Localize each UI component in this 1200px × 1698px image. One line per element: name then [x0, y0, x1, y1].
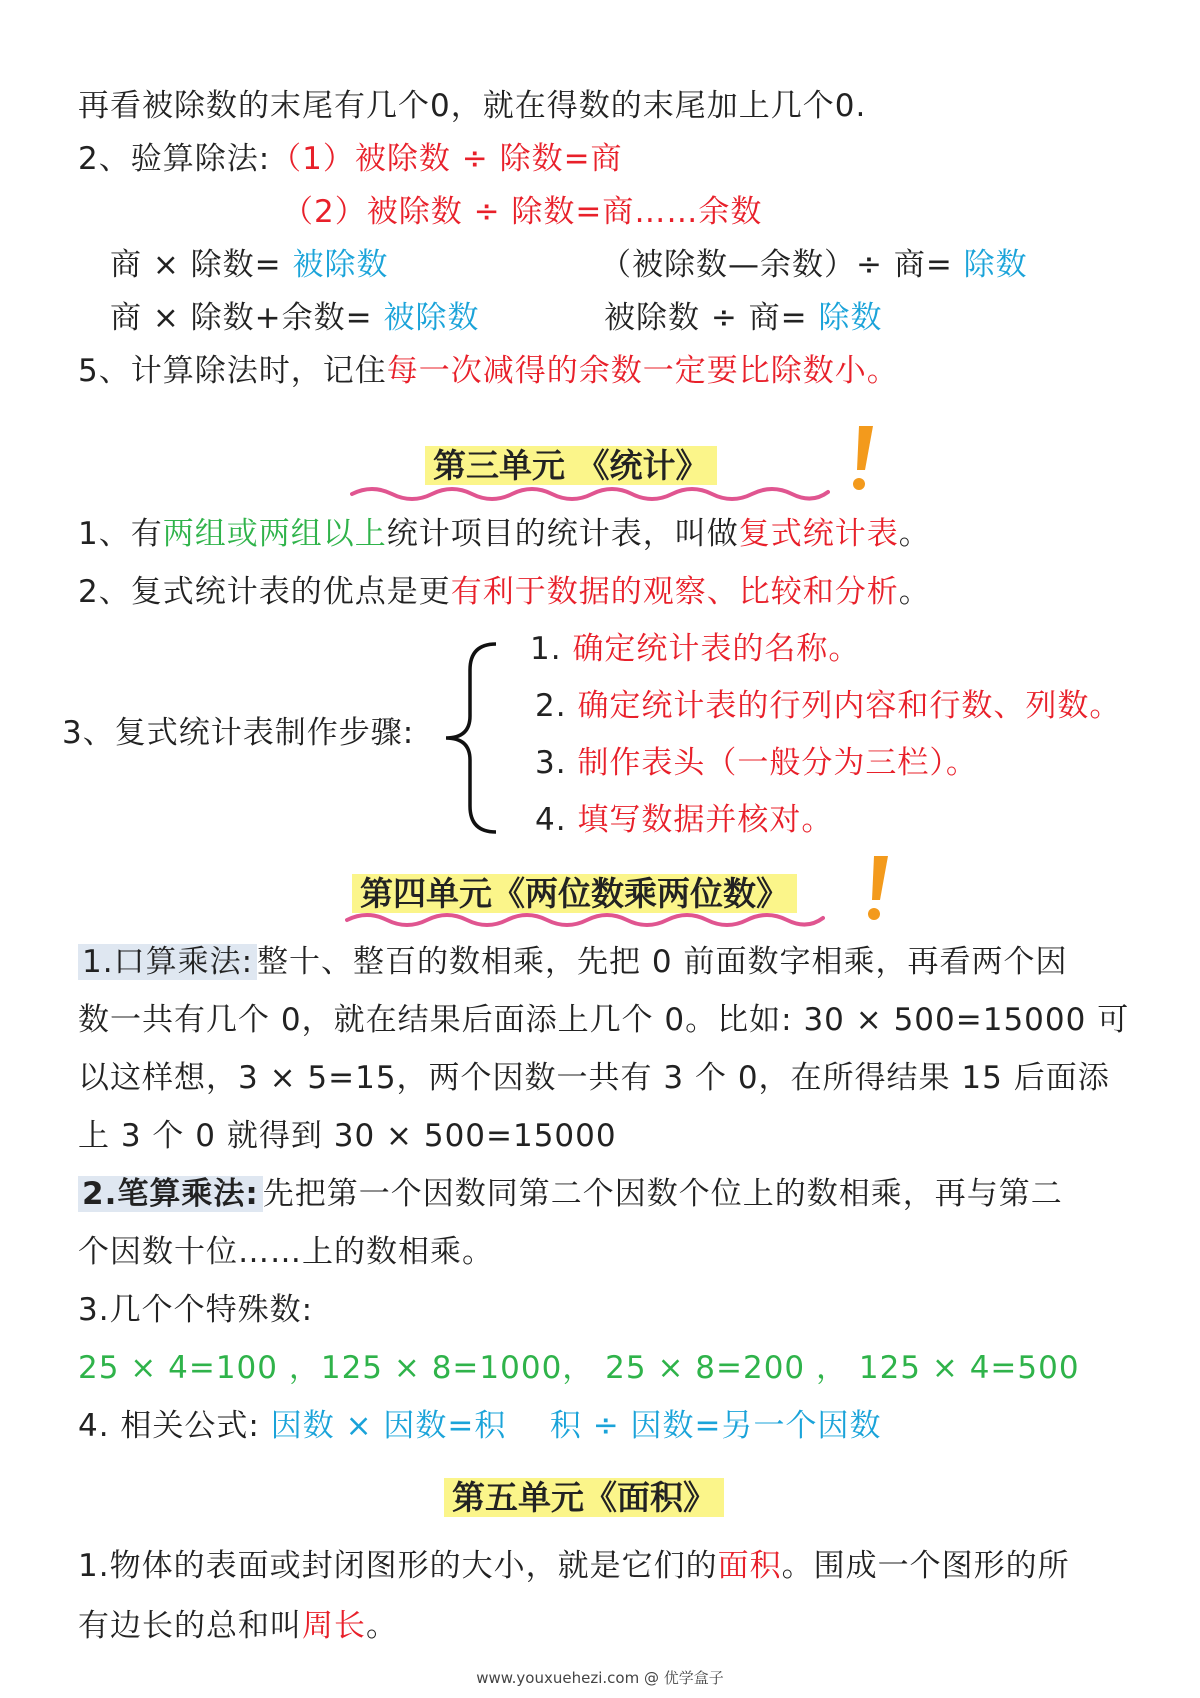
- text-line: [78, 1049, 1110, 1107]
- term: 复式统计表: [738, 516, 899, 552]
- topic-label: 1.口算乘法:: [78, 944, 257, 980]
- answer: 被除数: [292, 247, 389, 283]
- text: 有边长的总和叫: [78, 1608, 302, 1644]
- formula: [282, 183, 762, 241]
- text-line: [110, 236, 389, 294]
- text-line: [78, 1597, 398, 1655]
- text-line: [78, 991, 1129, 1049]
- exclamation-icon: [860, 852, 896, 924]
- step-item: [535, 734, 978, 792]
- text-line: [600, 236, 1028, 294]
- steps-label: [62, 704, 414, 762]
- formula: （1）被除数 ÷ 除数=商: [270, 141, 623, 177]
- text: （被除数—余数）÷ 商=: [600, 247, 953, 283]
- step-text: 填写数据并核对。: [577, 802, 834, 838]
- text-line: [78, 505, 931, 563]
- heading-text: 第三单元 《统计》: [425, 446, 717, 485]
- topic-label: 2.笔算乘法:: [78, 1176, 263, 1212]
- step-text: 确定统计表的行列内容和行数、列数。: [577, 688, 1122, 724]
- text: 上 3 个 0 就得到 30 × 500=15000: [78, 1118, 617, 1154]
- heading-text: 第四单元《两位数乘两位数》: [352, 874, 797, 913]
- text: 商 × 除数+余数=: [110, 300, 373, 336]
- text-line: [78, 1165, 1063, 1223]
- text: 25 × 4=100 ，125 × 8=1000， 25 × 8=200 ， 125 × 4=500: [78, 1350, 1080, 1386]
- heading-text: 第五单元《面积》: [444, 1478, 724, 1517]
- text: 数一共有几个 0，就在结果后面添上几个 0。比如: 30 × 500=15000 可: [78, 1002, 1130, 1038]
- text: 被除数 ÷ 商=: [604, 300, 808, 336]
- term: 面积: [717, 1548, 782, 1584]
- text: 1.物体的表面或封闭图形的大小，就是它们的: [78, 1548, 718, 1584]
- text: 5、计算除法时，记住: [78, 353, 387, 389]
- step-item: [535, 677, 1121, 735]
- text-line: [78, 1107, 617, 1165]
- text-line: [78, 1223, 494, 1281]
- text: 统计项目的统计表，叫做: [386, 516, 739, 552]
- text-line: [110, 289, 480, 347]
- step-number: 4.: [535, 802, 567, 838]
- emphasis: 两组或两组以上: [162, 516, 387, 552]
- text: 先把第一个因数同第二个因数个位上的数相乘，再与第二: [262, 1176, 1063, 1212]
- text-line: [78, 933, 1067, 991]
- text-line: [78, 1397, 882, 1455]
- text: 。围成一个图形的所: [781, 1548, 1070, 1584]
- wavy-underline: [345, 908, 825, 932]
- text: 商 × 除数=: [110, 247, 282, 283]
- term: 周长: [302, 1608, 366, 1644]
- text: 2、复式统计表的优点是更: [78, 574, 451, 610]
- emphasis: 有利于数据的观察、比较和分析: [450, 574, 899, 610]
- step-number: 1.: [530, 631, 562, 667]
- footer: [0, 1667, 1200, 1689]
- formula: 积 ÷ 因数=另一个因数: [549, 1408, 882, 1444]
- special-numbers: [78, 1339, 1080, 1397]
- text: 再看被除数的末尾有几个0，就在得数的末尾加上几个0.: [78, 88, 867, 124]
- emphasis: 每一次减得的余数一定要比除数小。: [386, 353, 899, 389]
- text: 3.几个个特殊数:: [78, 1292, 314, 1328]
- text: 。: [366, 1608, 398, 1644]
- wavy-underline: [350, 482, 830, 506]
- text: 整十、整百的数相乘，先把 0 前面数字相乘，再看两个因: [257, 944, 1068, 980]
- step-item: [530, 620, 860, 678]
- text-line: [78, 1537, 1070, 1595]
- text-line: [78, 342, 899, 400]
- text-line: [78, 563, 931, 621]
- text: （2）被除数 ÷ 除数=商……余数: [282, 194, 763, 230]
- footer-link[interactable]: www.youxuehezi.com: [476, 1669, 640, 1687]
- text-line: [604, 289, 883, 347]
- text: 以这样想，3 × 5=15，两个因数一共有 3 个 0，在所得结果 15 后面添: [78, 1060, 1110, 1096]
- text: 个因数十位……上的数相乘。: [78, 1234, 494, 1270]
- text: 1、有: [78, 516, 163, 552]
- curly-brace: [440, 640, 500, 836]
- text: 。: [898, 516, 931, 552]
- text-line: [78, 77, 866, 135]
- text: 。: [898, 574, 931, 610]
- answer: 除数: [818, 300, 883, 336]
- text: 4. 相关公式:: [78, 1408, 260, 1444]
- step-number: 3.: [535, 745, 567, 781]
- answer: 被除数: [383, 300, 480, 336]
- answer: 除数: [963, 247, 1028, 283]
- text-line: [78, 130, 623, 188]
- step-item: [535, 791, 833, 849]
- section-heading: [444, 1472, 724, 1524]
- text: 3、复式统计表制作步骤:: [62, 715, 415, 751]
- step-number: 2.: [535, 688, 567, 724]
- formula: 因数 × 因数=积: [270, 1408, 507, 1444]
- footer-brand: @ 优学盒子: [643, 1669, 724, 1687]
- step-text: 制作表头（一般分为三栏）。: [577, 745, 978, 781]
- step-text: 确定统计表的名称。: [572, 631, 861, 667]
- text: 2、验算除法:: [78, 141, 271, 177]
- text-line: [78, 1281, 313, 1339]
- exclamation-icon: [845, 422, 881, 494]
